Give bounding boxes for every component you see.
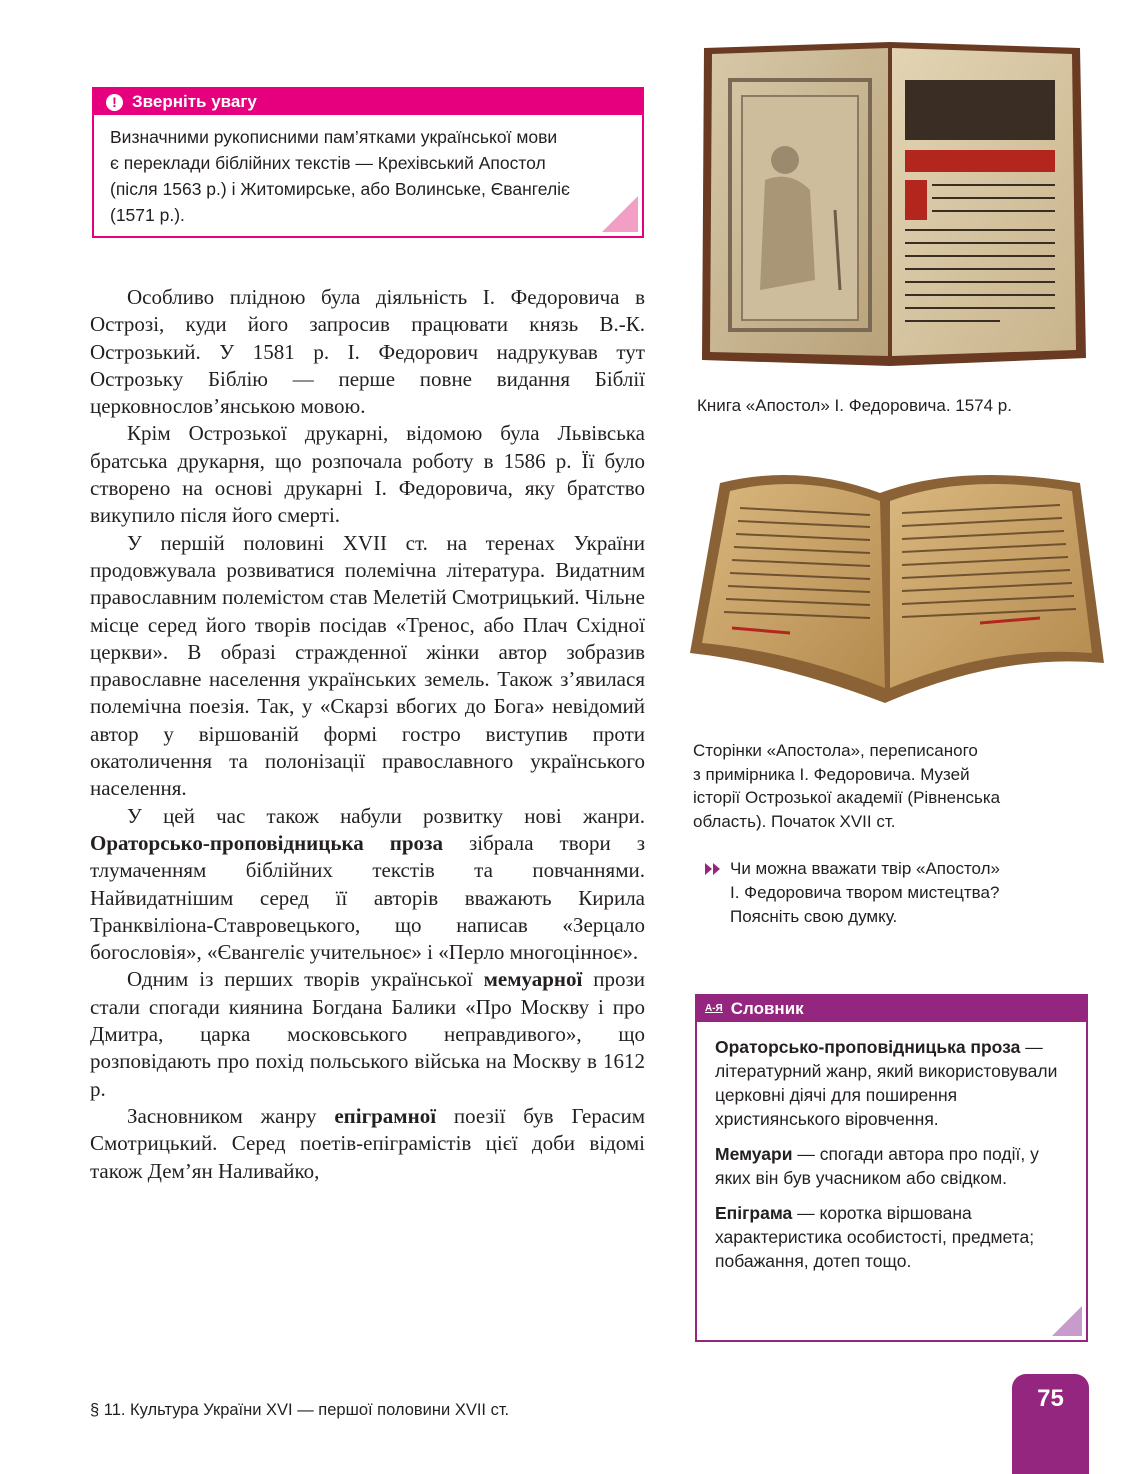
- term-highlight: епіграмної: [334, 1103, 437, 1128]
- paragraph: Одним із перших творів української мемуарної прози стали спогади киянина Богдана Балики «Про Москву і про Дмитра, царка московського неправдивого», що розповідають про похід польського війська на Москву в 1612 р.: [90, 967, 645, 1101]
- running-footer: § 11. Культура України XVI — першої половини XVII ст.: [90, 1401, 510, 1419]
- dictionary-entry: [715, 1142, 1072, 1190]
- attention-header: [94, 89, 642, 115]
- figure-caption: Книга «Апостол» І. Федоровича. 1574 р.: [697, 396, 1012, 415]
- question-line: І. Федоровича твором мистецтва?: [730, 883, 1000, 902]
- paragraph: Крім Острозької друкарні, відомою була Львівська братська друкарня, що розпочала роботу в 1586 р. Її було створено на основі друкарні І. Федоровича, яку братство викупило після його смерті.: [90, 421, 645, 528]
- term-highlight: Ораторсько-проповідницька проза: [90, 830, 443, 855]
- caption-line: історії Острозької академії (Рівненська: [693, 788, 1001, 807]
- question-line: Чи можна вважати твір «Апостол»: [730, 859, 1000, 878]
- dictionary-entry: [715, 1035, 1072, 1131]
- dictionary-term: Ораторсько-проповідницька проза: [715, 1037, 1021, 1057]
- question-line: Поясніть свою думку.: [730, 907, 898, 926]
- caption-line: Сторінки «Апостола», переписаного: [693, 741, 978, 760]
- dictionary-entry: [715, 1201, 1072, 1273]
- apostol-book-photo: [700, 40, 1086, 372]
- dictionary-definition: — коротка віршована характеристика особистості, предмета; побажання, дотеп тощо.: [715, 1203, 1035, 1271]
- double-arrow-icon: [705, 863, 723, 875]
- dictionary-definition: — літературний жанр, який використовували церковні діячі для поширення християнського віровчення.: [715, 1037, 1058, 1129]
- dictionary-term: Мемуари: [715, 1144, 793, 1164]
- dictionary-term: Епіграма: [715, 1203, 793, 1223]
- exclamation-icon: !: [106, 94, 123, 111]
- dictionary-entries: [697, 1022, 1086, 1273]
- figure-caption: [693, 739, 1093, 833]
- manuscript-pages-photo: [680, 463, 1106, 711]
- main-text: [90, 284, 645, 1185]
- attention-line: (після 1563 р.) і Житомирське, або Волинське, Євангеліє: [110, 179, 570, 199]
- page-number: 75: [1037, 1385, 1064, 1412]
- term-highlight: мемуарної: [483, 967, 583, 992]
- attention-box: [92, 87, 644, 238]
- dictionary-box: [695, 994, 1088, 1342]
- dictionary-icon: А-Я: [705, 1003, 723, 1014]
- caption-line: з примірника І. Федоровича. Музей: [693, 764, 970, 784]
- paragraph: Особливо плідною була діяльність І. Федоровича в Острозі, куди його запросив працювати князь В.-К. Острозький. У 1581 р. І. Федорович надрукував тут Острозьку Біблію — перше повне видання Біблії церковнослов’янською мовою.: [90, 285, 645, 419]
- corner-decoration: [602, 196, 638, 232]
- paragraph: У цей час також набули розвитку нові жанри. Ораторсько-проповідницька проза зібрала твори з тлумаченням біблійних текстів та повчаннями. Найвидатнішим серед її авторів вважають Кирила Транквіліона-Ставровецького, що написав «Зерцало богословія», «Євангеліє учительноє» і «Перло многоцінноє».: [90, 803, 645, 965]
- dictionary-definition: — спогади автора про події, у яких він був учасником або свідком.: [715, 1144, 1039, 1188]
- attention-line: є переклади біблійних текстів — Крехівський Апостол: [110, 153, 546, 173]
- attention-text: [94, 115, 642, 228]
- dictionary-title: Словник: [730, 999, 804, 1018]
- corner-decoration: [1052, 1306, 1082, 1336]
- caption-line: область). Початок XVII ст.: [693, 811, 896, 831]
- dictionary-header: [697, 996, 1086, 1022]
- paragraph: Засновником жанру епіграмної поезії був Герасим Смотрицький. Серед поетів-епіграмістів цієї доби відомі також Дем’ян Наливайко,: [90, 1103, 645, 1183]
- question-block: [705, 857, 1085, 929]
- attention-title: Зверніть увагу: [132, 92, 257, 111]
- attention-line: Визначними рукописними пам’ятками української мови: [110, 127, 558, 147]
- paragraph: У першій половині XVII ст. на теренах України продовжувала розвиватися полемічна література. Видатним православним полемістом став Мелетій Смотрицький. Чільне місце серед його творів посідав «Тренос, або Плач Східної церкви». В образі стражденної жінки автор зобразив православне населення українських земель. Також з’явилася полемічна поезія. Так, у «Скарзі вбогих до Бога» невідомий автор у віршованій формі гостро виступив проти окатоличення та полонізації православного українського населення.: [90, 530, 645, 801]
- attention-line: (1571 р.).: [110, 205, 185, 225]
